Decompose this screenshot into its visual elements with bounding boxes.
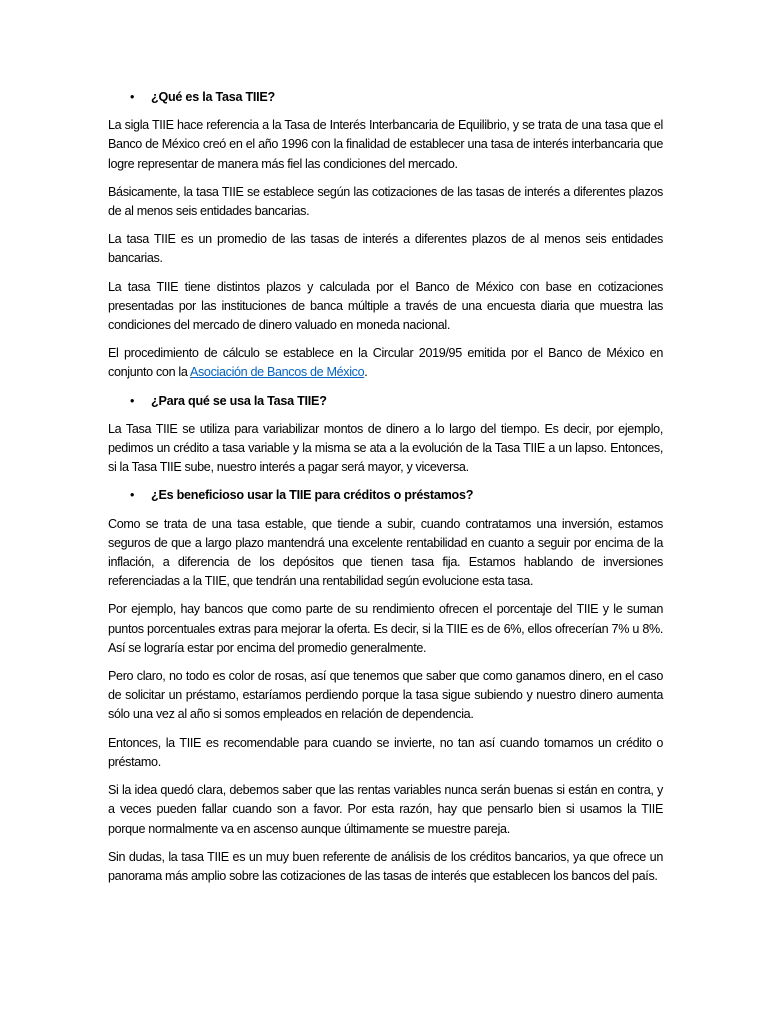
paragraph: Como se trata de una tasa estable, que tiende a subir, cuando contratamos una inversión, estamos seguros de que a largo plazo mantendrá una excelente rentabilidad en cuanto a seguir por encima de la inflación, a diferencia de los depósitos que tienen tasa fija. Estamos hablando de inversiones referenciadas a la TIIE, que tendrán una rentabilidad según evolucione esta tasa.: [108, 516, 663, 589]
bullet-icon: •: [130, 488, 135, 503]
paragraph-text-end: .: [364, 365, 368, 380]
paragraph: La Tasa TIIE se utiliza para variabilizar montos de dinero a lo largo del tiempo. Es decir, por ejemplo, pedimos un crédito a tasa variable y la misma se ata a la evolución de la Tasa TIIE a un lapso. Entonces, si la Tasa TIIE sube, nuestro interés a pagar será mayor, y viceversa.: [108, 421, 663, 475]
paragraph: Por ejemplo, hay bancos que como parte de su rendimiento ofrecen el porcentaje del TIIE y le suman puntos porcentuales extras para mejorar la oferta. Es decir, si la TIIE es de 6%, ellos ofrecerían 7% u 8%. Así se lograría estar por encima del promedio generalmente.: [108, 602, 663, 655]
paragraph: La tasa TIIE tiene distintos plazos y calculada por el Banco de México con base en cotizaciones presentadas por las instituciones de banca múltiple a través de una encuesta diaria que muestra las condiciones del mercado de dinero valuado en moneda nacional.: [108, 279, 663, 333]
section-heading-para-que: [108, 392, 663, 411]
paragraph: Pero claro, no todo es color de rosas, así que tenemos que saber que como ganamos dinero, en el caso de solicitar un préstamo, estaríamos perdiendo porque la tasa sigue subiendo y nuestro dinero aumenta sólo una vez al año si somos empleados en relación de dependencia.: [108, 669, 663, 722]
paragraph-text: El procedimiento de cálculo se establece en la Circular 2019/95 emitida por el Banco de México en conjunto con la: [108, 346, 663, 380]
asociacion-bancos-link[interactable]: Asociación de Bancos de México: [189, 365, 365, 380]
heading-text: ¿Para qué se usa la Tasa TIIE?: [151, 393, 327, 408]
heading-text: ¿Es beneficioso usar la TIIE para créditos o préstamos?: [151, 488, 474, 503]
paragraph-with-link: [108, 344, 663, 382]
paragraph: Sin dudas, la tasa TIIE es un muy buen referente de análisis de los créditos bancarios, ya que ofrece un panorama más amplio sobre las cotizaciones de las tasas de interés que establecen los bancos del país.: [108, 849, 663, 883]
heading-text: ¿Qué es la Tasa TIIE?: [151, 90, 275, 104]
bullet-icon: •: [130, 90, 135, 104]
paragraph: Entonces, la TIIE es recomendable para cuando se invierte, no tan así cuando tomamos un crédito o préstamo.: [108, 735, 663, 769]
paragraph: Básicamente, la tasa TIIE se establece según las cotizaciones de las tasas de interés a diferentes plazos de al menos seis entidades bancarias.: [108, 184, 663, 219]
document-page: [108, 88, 663, 895]
section-heading-beneficioso: [108, 486, 663, 505]
bullet-icon: •: [130, 393, 135, 408]
section-heading-que-es: [108, 88, 663, 107]
paragraph: La sigla TIIE hace referencia a la Tasa de Interés Interbancaria de Equilibrio, y se trata de una tasa que el Banco de México creó en el año 1996 con la finalidad de establecer una tasa de interés interbancaria que logre representar de manera más fiel las condiciones del mercado.: [108, 118, 663, 171]
paragraph: Si la idea quedó clara, debemos saber que las rentas variables nunca serán buenas si están en contra, y a veces pueden fallar cuando son a favor. Por esta razón, hay que pensarlo bien si usamos la TIIE porque normalmente va en ascenso aunque últimamente se muestre pareja.: [108, 783, 663, 836]
paragraph: La tasa TIIE es un promedio de las tasas de interés a diferentes plazos de al menos seis entidades bancarias.: [108, 232, 663, 266]
